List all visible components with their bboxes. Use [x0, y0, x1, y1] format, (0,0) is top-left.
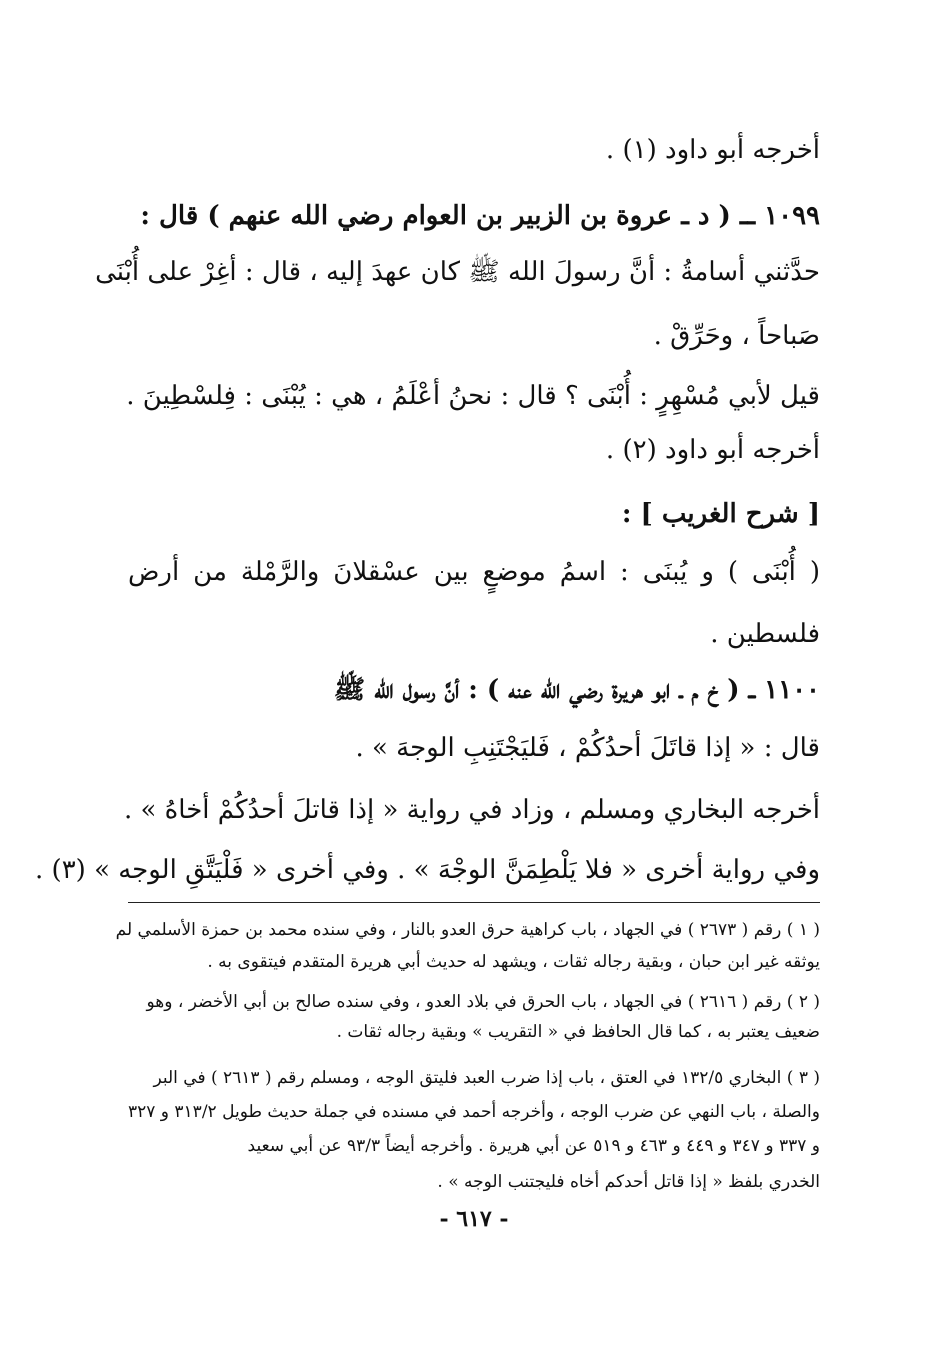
text-line-11: قال : « إذا قاتَلَ أحدُكُمْ ، فَليَجْتَنِبِ الوجهَ » .: [355, 733, 820, 763]
text-line-9: فلسطين .: [710, 619, 820, 649]
text-line-13: وفي رواية أخرى « فلا يَلْطِمَنَّ الوجْهَ » . وفي أخرى « فَلْيَتَّقِ الوجه » (٣) .: [35, 855, 820, 885]
footnote-2-line-1: ( ٢ ) رقم ( ٢٦١٦ ) في الجهاد ، باب الحرق في بلاد العدو ، وفي سنده صالح بن أبي الأخضر ، وهو: [146, 992, 820, 1012]
text-line-6: أخرجه أبو داود (٢) .: [605, 435, 820, 465]
section-heading-gharib: [ شرح الغريب ] :: [621, 499, 820, 529]
page-number: - ٦١٧ -: [439, 1206, 509, 1232]
footnote-3-line-2: والصلة ، باب النهي عن ضرب الوجه ، وأخرجه أحمد في مسنده في جملة حديث طويل ٣١٣/٢ و ٣٢٧: [127, 1102, 820, 1122]
text-line-1: أخرجه أبو داود (١) .: [605, 135, 820, 165]
footnote-3-line-3: و ٣٣٧ و ٣٤٧ و ٤٤٩ و ٤٦٣ و ٥١٩ عن أبي هريرة . وأخرجه أيضاً ٩٣/٣ عن أبي سعيد: [247, 1136, 820, 1156]
text-line-8: ( أُبْنَى ) و يُبنَى : اسمُ موضعٍ بين عسْقلانَ والرَّمْلة من أرض: [128, 557, 820, 587]
footnote-1-line-2: يوثقه غير ابن حبان ، وبقية رجاله ثقات ، ويشهد له حديث أبي هريرة المتقدم فيتقوى به .: [207, 952, 820, 972]
footnote-2-line-2: ضعيف يعتبر به ، كما قال الحافظ في « التقريب » وبقية رجاله ثقات .: [336, 1022, 820, 1042]
footnote-3-line-1: ( ٣ ) البخاري ١٣٢/٥ في العتق ، باب إذا ضرب العبد فليتق الوجه ، ومسلم رقم ( ٢٦١٣ ) في البر: [153, 1068, 820, 1088]
hadith-1100-heading: ١١٠٠ ــ ( خ م ـ ابو هريرة رضي الله عنه ) : أنَّ رسول الله ﷺ: [333, 675, 820, 705]
text-line-3: حدَّثني أسامةُ : أنَّ رسولَ الله ﷺ كان عهدَ إليه ، قال : أغِرْ على أُبْنَى: [95, 257, 820, 287]
hadith-1099-heading: ١٠٩٩ ــ ( د ـ عروة بن الزبير بن العوام رضي الله عنهم ) قال :: [140, 201, 820, 231]
footnote-divider: [128, 902, 820, 903]
text-line-12: أخرجه البخاري ومسلم ، وزاد في رواية « إذا قاتلَ أحدُكُمْ أخاهُ » .: [123, 795, 820, 825]
footnote-1-line-1: ( ١ ) رقم ( ٢٦٧٣ ) في الجهاد ، باب كراهية حرق العدو بالنار ، وفي سنده محمد بن حمزة الأسلمي لم: [115, 920, 820, 940]
text-line-4: صَباحاً ، وحَرِّقْ .: [653, 321, 820, 351]
footnote-3-line-4: الخدري بلفظ « إذا قاتل أحدكم أخاه فليجتنب الوجه » .: [437, 1172, 820, 1192]
text-line-5: قيل لأبي مُسْهِرٍ : أُبْنَى ؟ قال : نحنُ أعْلَمُ ، هي : يُبْنَى : فِلسْطِينَ .: [126, 381, 820, 411]
